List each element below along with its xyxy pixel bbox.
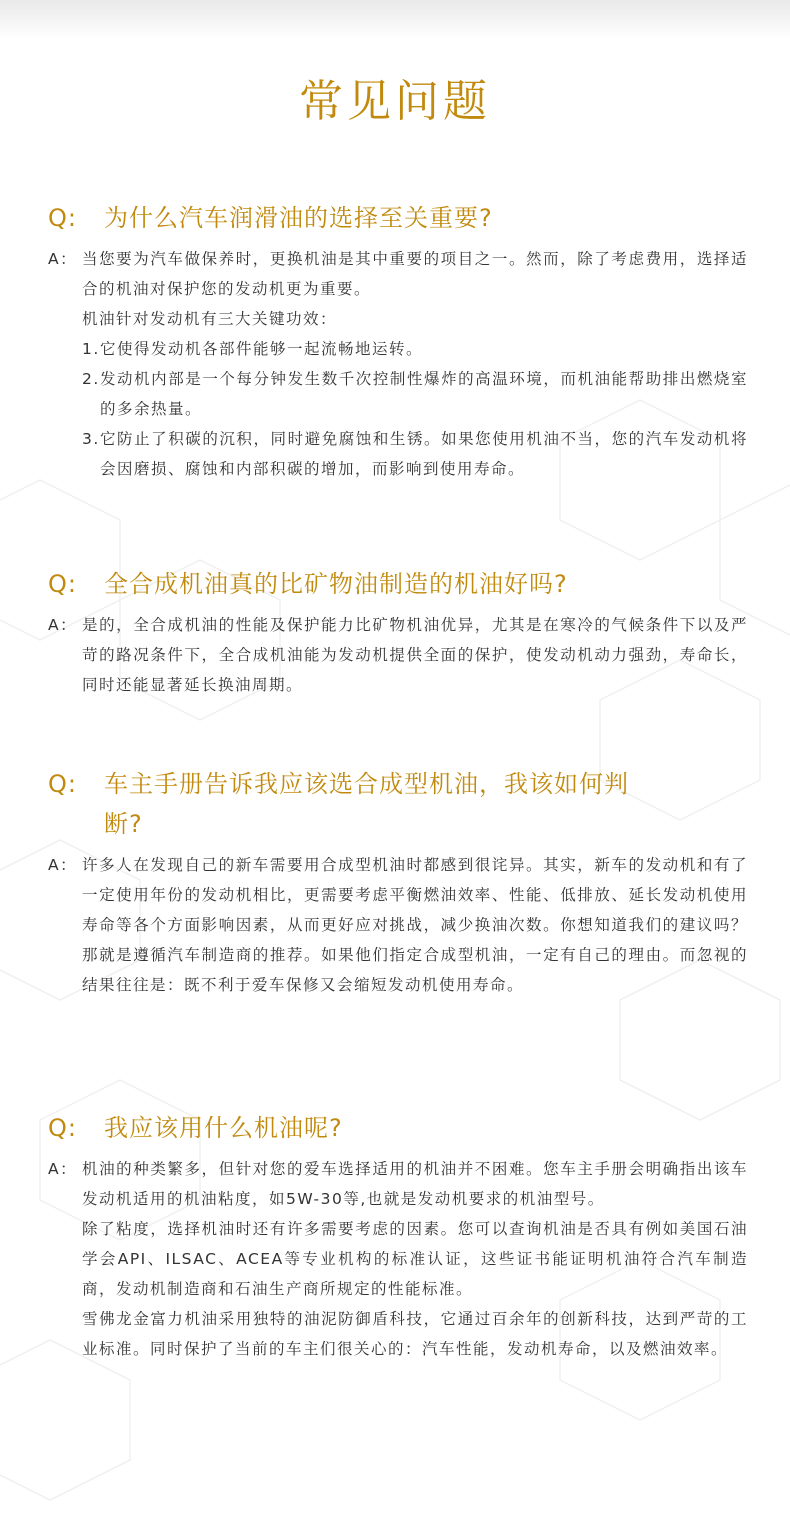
answer-body — [82, 244, 748, 484]
question-mark-label: Q: — [48, 204, 77, 232]
list-item-text: 发动机内部是一个每分钟发生数千次控制性爆炸的高温环境，而机油能帮助排出燃烧室的多余热量。 — [100, 370, 748, 418]
question-text: 我应该用什么机油呢? — [104, 1114, 343, 1142]
question-text: 为什么汽车润滑油的选择至关重要? — [104, 204, 493, 232]
answer-list-item — [82, 364, 748, 424]
answer-paragraph: 是的，全合成机油的性能及保护能力比矿物机油优异，尤其是在寒冷的气候条件下以及严苛的路况条件下，全合成机油能为发动机提供全面的保护，使发动机动力强劲，寿命长，同时还能显著延长换油周期。 — [82, 616, 748, 694]
answer-mark-label: A： — [48, 616, 78, 634]
faq-answer — [48, 1154, 748, 1364]
question-mark-label: Q: — [48, 770, 77, 798]
answer-paragraph: 雪佛龙金富力机油采用独特的油泥防御盾科技，它通过百余年的创新科技，达到严苛的工业标准。同时保护了当前的车主们很关心的：汽车性能，发动机寿命，以及燃油效率。 — [82, 1310, 748, 1358]
list-item-text: 它使得发动机各部件能够一起流畅地运转。 — [100, 340, 424, 358]
answer-body — [82, 610, 748, 700]
answer-paragraph: 机油针对发动机有三大关键功效： — [82, 310, 338, 328]
list-item-text: 它防止了积碳的沉积，同时避免腐蚀和生锈。如果您使用机油不当，您的汽车发动机将会因磨损、腐蚀和内部积碳的增加，而影响到使用寿命。 — [100, 430, 748, 478]
answer-body — [82, 850, 748, 1000]
faq-item-owner-manual-synthetic — [48, 764, 748, 1000]
answer-body — [82, 1154, 748, 1364]
faq-answer — [48, 244, 748, 484]
answer-paragraph: 许多人在发现自己的新车需要用合成型机油时都感到很诧异。其实，新车的发动机和有了一定使用年份的发动机相比，更需要考虑平衡燃油效率、性能、低排放、延长发动机使用寿命等各个方面影响因素，从而更好应对挑战，减少换油次数。你想知道我们的建议吗？那就是遵循汽车制造商的推荐。如果他们指定合成型机油，一定有自己的理由。而忽视的结果往往是：既不利于爱车保修又会缩短发动机使用寿命。 — [82, 856, 748, 994]
question-mark-label: Q: — [48, 1114, 77, 1142]
answer-mark-label: A： — [48, 856, 78, 874]
faq-answer — [48, 610, 748, 700]
list-item-number: 1. — [82, 340, 100, 358]
question-mark-label: Q: — [48, 570, 77, 598]
question-text: 全合成机油真的比矿物油制造的机油好吗? — [104, 570, 568, 598]
faq-question — [48, 198, 748, 238]
page-title: 常见问题 — [299, 76, 491, 127]
answer-paragraph: 机油的种类繁多，但针对您的爱车选择适用的机油并不困难。您车主手册会明确指出该车发动机适用的机油粘度，如5W-30等,也就是发动机要求的机油型号。 — [82, 1160, 748, 1208]
faq-question — [48, 564, 748, 604]
faq-item-why-lubricant-matters — [48, 198, 748, 484]
answer-mark-label: A： — [48, 1160, 78, 1178]
answer-paragraph: 当您要为汽车做保养时，更换机油是其中重要的项目之一。然而，除了考虑费用，选择适合的机油对保护您的发动机更为重要。 — [82, 250, 748, 298]
list-item-number: 2. — [82, 370, 100, 388]
list-item-number: 3. — [82, 430, 100, 448]
faq-item-which-oil — [48, 1108, 748, 1364]
faq-answer — [48, 850, 748, 1000]
answer-mark-label: A： — [48, 250, 78, 268]
answer-list-item — [82, 334, 748, 364]
answer-list-item — [82, 424, 748, 484]
faq-item-synthetic-vs-mineral — [48, 564, 748, 700]
faq-question — [48, 1108, 748, 1148]
answer-paragraph: 除了粘度，选择机油时还有许多需要考虑的因素。您可以查询机油是否具有例如美国石油学会API、ILSAC、ACEA等专业机构的标准认证，这些证书能证明机油符合汽车制造商，发动机制造商和石油生产商所规定的性能标准。 — [82, 1220, 748, 1298]
faq-question — [48, 764, 748, 844]
question-text: 车主手册告诉我应该选合成型机油，我该如何判断? — [104, 770, 629, 838]
